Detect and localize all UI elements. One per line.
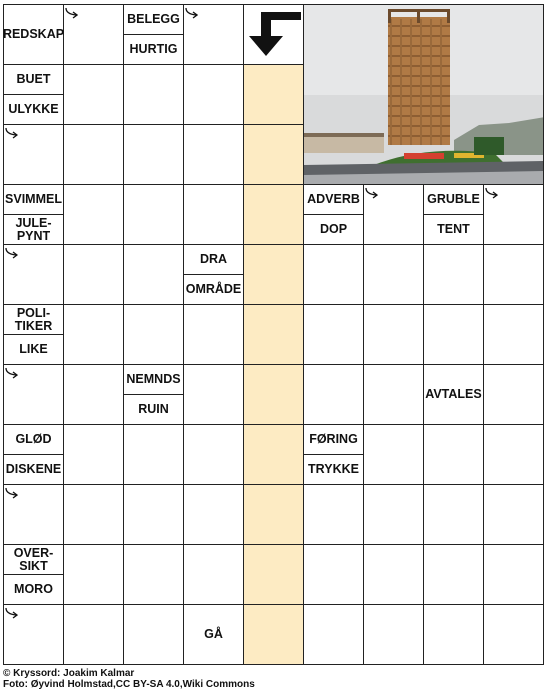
solution-cell[interactable] [243, 604, 304, 665]
answer-cell[interactable] [423, 604, 484, 665]
answer-cell[interactable] [183, 544, 244, 605]
answer-cell[interactable] [123, 604, 184, 665]
answer-cell[interactable] [63, 304, 124, 365]
curved-arrow-right-down-icon [364, 186, 378, 200]
curved-arrow-right-down-icon [4, 606, 18, 620]
answer-cell[interactable] [183, 64, 244, 125]
answer-cell[interactable] [123, 484, 184, 545]
curved-arrow-right-down-icon [64, 6, 78, 20]
answer-cell[interactable] [483, 484, 544, 545]
clue-nemnds: NEMNDS [123, 364, 184, 395]
answer-cell[interactable] [63, 244, 124, 305]
answer-cell[interactable] [423, 484, 484, 545]
curved-arrow-right-down-icon [4, 126, 18, 140]
clue-foring: FØRING [303, 424, 364, 455]
answer-cell[interactable] [483, 604, 544, 665]
answer-cell[interactable] [123, 64, 184, 125]
clue-dop: DOP [303, 214, 364, 245]
clue-hurtig: HURTIG [123, 34, 184, 65]
curved-arrow-right-down-icon [184, 6, 198, 20]
clue-diskene: DISKENE [3, 454, 64, 485]
curved-arrow-right-down-icon [4, 366, 18, 380]
answer-cell[interactable] [423, 544, 484, 605]
answer-cell[interactable] [483, 364, 544, 425]
solution-down-arrow-icon [243, 4, 303, 64]
answer-cell[interactable] [363, 544, 424, 605]
answer-cell[interactable] [123, 424, 184, 485]
answer-cell[interactable] [303, 604, 364, 665]
solution-cell[interactable] [243, 64, 304, 125]
answer-cell[interactable] [123, 544, 184, 605]
answer-cell[interactable] [123, 244, 184, 305]
answer-cell[interactable] [183, 484, 244, 545]
clue-tent: TENT [423, 214, 484, 245]
answer-cell[interactable] [63, 424, 124, 485]
solution-cell[interactable] [243, 424, 304, 485]
answer-cell[interactable] [303, 364, 364, 425]
solution-cell[interactable] [243, 184, 304, 245]
answer-cell[interactable] [303, 484, 364, 545]
answer-cell[interactable] [183, 304, 244, 365]
answer-cell[interactable] [63, 604, 124, 665]
answer-cell[interactable] [363, 244, 424, 305]
answer-cell[interactable] [63, 124, 124, 185]
clue-ruin: RUIN [123, 394, 184, 425]
answer-cell[interactable] [483, 304, 544, 365]
clue-omrade: OMRÅDE [183, 274, 244, 305]
solution-cell[interactable] [243, 124, 304, 185]
clue-gruble: GRUBLE [423, 184, 484, 215]
puzzle-credit: © Kryssord: Joakim Kalmar [3, 668, 135, 679]
answer-cell[interactable] [483, 544, 544, 605]
answer-cell[interactable] [363, 424, 424, 485]
clue-moro: MORO [3, 574, 64, 605]
answer-cell[interactable] [363, 304, 424, 365]
clue-ulykke: ULYKKE [3, 94, 64, 125]
answer-cell[interactable] [183, 364, 244, 425]
clue-politiker: POLI- TIKER [3, 304, 64, 335]
photo-credit: Foto: Øyvind Holmstad,CC BY-SA 4.0,Wiki Commons [3, 679, 255, 690]
curved-arrow-right-down-icon [484, 186, 498, 200]
answer-cell[interactable] [123, 124, 184, 185]
answer-cell[interactable] [63, 364, 124, 425]
answer-cell[interactable] [303, 544, 364, 605]
answer-cell[interactable] [303, 304, 364, 365]
tower-photo [303, 4, 544, 185]
clue-like: LIKE [3, 334, 64, 365]
curved-arrow-right-down-icon [4, 246, 18, 260]
answer-cell[interactable] [483, 424, 544, 485]
clue-redskap: REDSKAP [3, 4, 64, 65]
answer-cell[interactable] [63, 184, 124, 245]
answer-cell[interactable] [303, 244, 364, 305]
answer-cell[interactable] [363, 604, 424, 665]
answer-cell[interactable] [423, 424, 484, 485]
answer-cell[interactable] [183, 184, 244, 245]
solution-cell[interactable] [243, 364, 304, 425]
solution-cell[interactable] [243, 544, 304, 605]
answer-cell[interactable] [63, 484, 124, 545]
solution-cell[interactable] [243, 304, 304, 365]
clue-ga: GÅ [183, 604, 244, 665]
clue-avtales: AVTALES [423, 364, 484, 425]
answer-cell[interactable] [423, 244, 484, 305]
clue-svimmel: SVIMMEL [3, 184, 64, 215]
clue-oversikt: OVER- SIKT [3, 544, 64, 575]
clue-adverb: ADVERB [303, 184, 364, 215]
answer-cell[interactable] [183, 424, 244, 485]
clue-glod: GLØD [3, 424, 64, 455]
answer-cell[interactable] [63, 64, 124, 125]
answer-cell[interactable] [423, 304, 484, 365]
clue-belegg: BELEGG [123, 4, 184, 35]
clue-buet: BUET [3, 64, 64, 95]
clue-dra: DRA [183, 244, 244, 275]
curved-arrow-right-down-icon [4, 486, 18, 500]
solution-cell[interactable] [243, 244, 304, 305]
answer-cell[interactable] [363, 364, 424, 425]
answer-cell[interactable] [183, 124, 244, 185]
answer-cell[interactable] [123, 304, 184, 365]
clue-trykke: TRYKKE [303, 454, 364, 485]
solution-cell[interactable] [243, 484, 304, 545]
answer-cell[interactable] [483, 244, 544, 305]
answer-cell[interactable] [363, 484, 424, 545]
answer-cell[interactable] [63, 544, 124, 605]
clue-julepynt: JULE- PYNT [3, 214, 64, 245]
answer-cell[interactable] [123, 184, 184, 245]
